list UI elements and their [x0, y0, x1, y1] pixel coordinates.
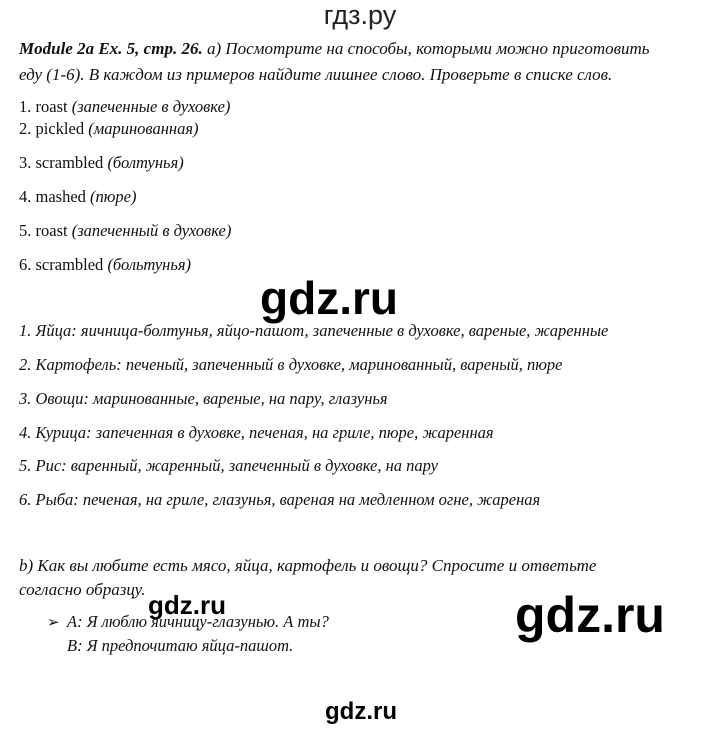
- item-translation: (маринованная): [88, 119, 199, 138]
- watermark-small: gdz.ru: [148, 590, 226, 620]
- item-translation: (запеченные в духовке): [71, 97, 231, 116]
- item-word: 2. pickled: [19, 119, 85, 138]
- watermark-right: gdz.ru: [515, 587, 665, 643]
- bullet-icon: ➢: [47, 615, 60, 631]
- task-a: [19, 36, 650, 88]
- dialog-line-a: A: Я люблю яичницу-глазунью. А ты?: [67, 612, 329, 631]
- task-a-line1: [19, 36, 650, 62]
- task-a-head: Module 2a Ex. 5, стр. 26.: [19, 39, 203, 58]
- category-line: 2. Картофель: печеный, запеченный в духовке, маринованный, вареный, пюре: [19, 355, 563, 374]
- category-line: 3. Овощи: маринованные, вареные, на пару, глазунья: [19, 389, 388, 408]
- list-item: [19, 97, 230, 117]
- item-word: 5. roast: [19, 221, 68, 240]
- list-item: [19, 153, 184, 173]
- dialog-line-b: B: Я предпочитаю яйца-пашот.: [67, 636, 294, 655]
- item-translation: (пюре): [90, 187, 137, 206]
- item-translation: (болтунья): [107, 153, 184, 172]
- category-line: 1. Яйца: яичница-болтунья, яйцо-пашот, запеченные в духовке, вареные, жаренные: [19, 321, 609, 340]
- task-a-instruction: a) Посмотрите на способы, которыми можно приготовить: [206, 39, 650, 58]
- watermark-mid: gdz.ru: [260, 272, 398, 324]
- item-word: 4. mashed: [19, 187, 86, 206]
- category-line: 4. Курица: запеченная в духовке, печеная, на гриле, пюре, жаренная: [19, 423, 494, 442]
- task-b-line2: согласно образцу.: [19, 580, 146, 599]
- list-item: [19, 119, 199, 139]
- item-word: 1. roast: [19, 97, 68, 116]
- watermark-bottom: gdz.ru: [325, 698, 397, 725]
- item-translation: (больтунья): [107, 255, 192, 274]
- category-line: 6. Рыба: печеная, на гриле, глазунья, вареная на медленном огне, жареная: [19, 490, 541, 509]
- item-translation: (запеченный в духовке): [71, 221, 232, 240]
- list-item: [19, 221, 231, 241]
- item-word: 3. scrambled: [19, 153, 104, 172]
- task-b-line1: b) Как вы любите есть мясо, яйца, картофель и овощи? Спросите и ответьте: [19, 556, 597, 575]
- task-a-line2: еду (1-6). В каждом из примеров найдите лишнее слово. Проверьте в списке слов.: [19, 65, 613, 84]
- category-line: 5. Рис: варенный, жаренный, запеченный в духовке, на пару: [19, 456, 438, 475]
- list-item: [19, 255, 191, 275]
- watermark-top: гдз.ру: [323, 0, 397, 30]
- item-word: 6. scrambled: [19, 255, 104, 274]
- list-item: [19, 187, 136, 207]
